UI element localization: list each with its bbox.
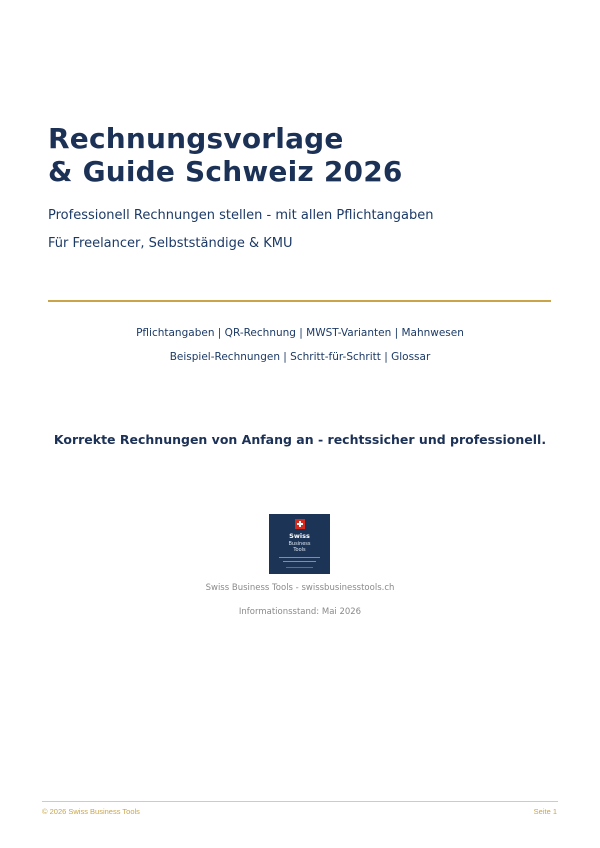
logo-fineprint-line bbox=[279, 557, 320, 558]
logo-fineprint-line bbox=[286, 567, 313, 568]
logo-word-business: Business bbox=[288, 541, 311, 547]
logo-fineprint-line bbox=[283, 561, 316, 562]
title-line-2: & Guide Schweiz 2026 bbox=[48, 155, 403, 188]
tagline: Korrekte Rechnungen von Anfang an - rechtssicher und professionell. bbox=[53, 432, 547, 447]
logo-word-tools: Tools bbox=[293, 547, 306, 553]
information-date: Informationsstand: Mai 2026 bbox=[238, 607, 362, 617]
topics-line-2: Beispiel-Rechnungen | Schritt-für-Schritt | Glossar bbox=[169, 351, 431, 363]
title-divider bbox=[48, 300, 551, 302]
swiss-flag-icon bbox=[295, 519, 305, 529]
footer-copyright: © 2026 Swiss Business Tools bbox=[42, 807, 140, 816]
swiss-business-tools-logo bbox=[269, 514, 330, 574]
title-line-1: Rechnungsvorlage bbox=[48, 122, 344, 155]
topics-line-1: Pflichtangaben | QR-Rechnung | MWST-Varianten | Mahnwesen bbox=[136, 327, 464, 339]
subtitle-primary: Professionell Rechnungen stellen - mit allen Pflichtangaben bbox=[48, 208, 434, 223]
footer-divider bbox=[42, 801, 558, 802]
document-title bbox=[48, 122, 568, 188]
publisher-line: Swiss Business Tools - swissbusinesstools.ch bbox=[205, 583, 395, 593]
subtitle-audience: Für Freelancer, Selbstständige & KMU bbox=[48, 236, 293, 251]
logo-word-swiss: Swiss bbox=[289, 532, 310, 540]
footer-page-number: Seite 1 bbox=[533, 807, 557, 816]
